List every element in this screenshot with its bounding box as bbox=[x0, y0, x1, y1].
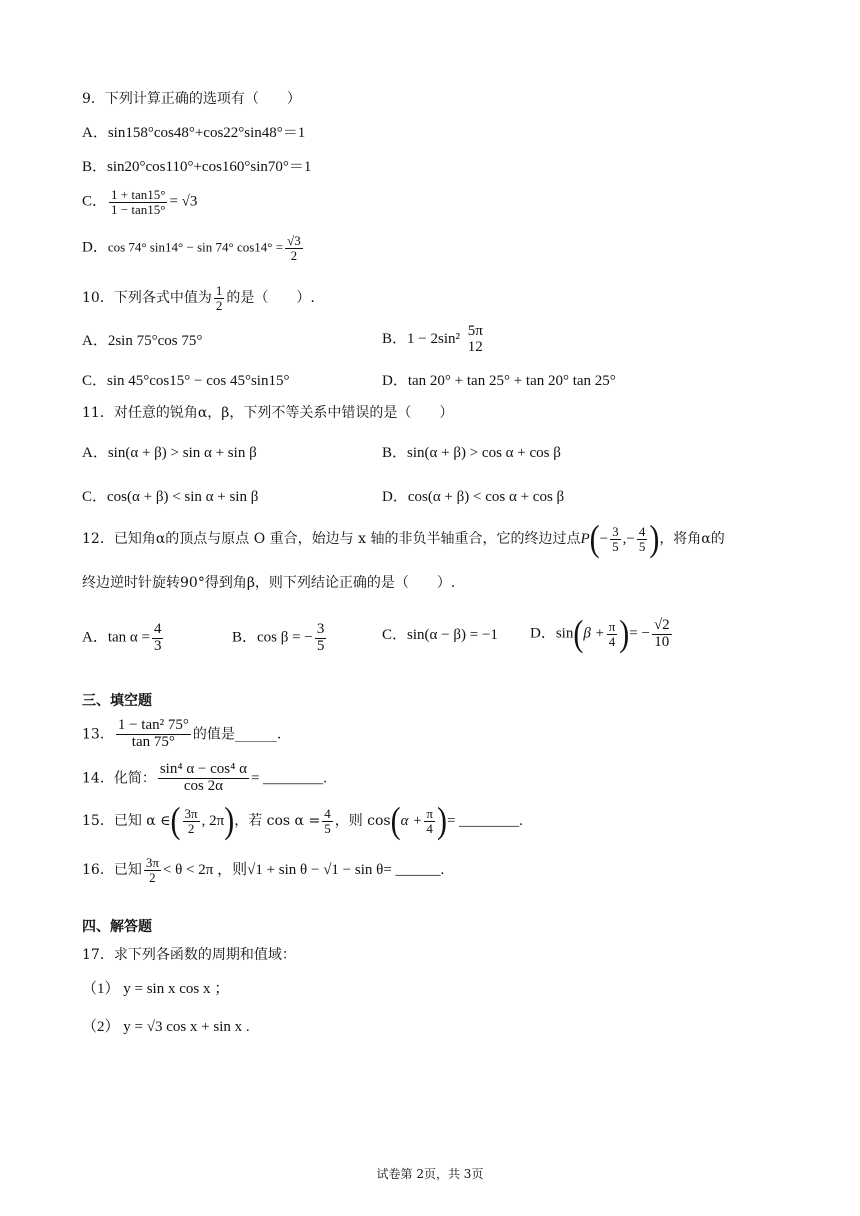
q12-d-inner: β + bbox=[583, 625, 605, 642]
q15-cos-fraction bbox=[322, 807, 333, 835]
q12-option-c: C．sin(α − β) = −1 bbox=[382, 627, 498, 643]
q15-cos-numerator: 4 bbox=[324, 805, 331, 821]
q12-d-numerator: √2 bbox=[653, 617, 670, 633]
q10-stem bbox=[82, 284, 315, 312]
q9-d-fraction bbox=[285, 234, 303, 262]
q12-b-label: B．cos β = − bbox=[232, 629, 313, 646]
q12-b-denominator: 5 bbox=[316, 637, 325, 654]
q12-d-fraction bbox=[652, 618, 672, 651]
q12-stem-line2: 终边逆时针旋转90°得到角β，则下列结论正确的是（ ）. bbox=[82, 575, 456, 591]
q10-b-expr: 1 − 2sin² bbox=[407, 331, 464, 348]
q12-a-label: A．tan α = bbox=[82, 629, 150, 646]
q16-mid: < θ < 2π ，则 bbox=[162, 862, 248, 879]
q16-minus: − bbox=[307, 862, 324, 879]
q12-a-denominator: 3 bbox=[153, 637, 162, 654]
q12-option-b bbox=[232, 622, 328, 655]
q10-stem-a: 10．下列各式中值为 bbox=[82, 290, 212, 307]
q15-then: ，则 cos bbox=[334, 813, 391, 829]
q16-tail: = ______. bbox=[383, 862, 445, 879]
q13-fraction bbox=[116, 718, 191, 751]
q12-option-d: D．sin(β + $\frac{\pi}{4}$ )= − $\frac{√2}{10}$ bbox=[530, 613, 670, 655]
q17-part2: （2） y = √3 cos x + sin x . bbox=[82, 1019, 250, 1035]
q12-p1-denominator: 5 bbox=[612, 538, 619, 554]
q11-option-c: C．cos(α + β) < sin α + sin β bbox=[82, 489, 259, 505]
q9-stem: 9．下列计算正确的选项有（ ） bbox=[82, 91, 301, 107]
q14-tail: = ________. bbox=[250, 770, 327, 787]
q16-numerator: 3π bbox=[145, 855, 159, 870]
q16-label: 16．已知 bbox=[82, 862, 142, 879]
q14 bbox=[82, 762, 327, 795]
q13-numerator: 1 − tan² 75° bbox=[117, 717, 189, 733]
q9-option-d bbox=[82, 234, 305, 262]
q14-denominator: cos 2α bbox=[183, 777, 223, 794]
q14-numerator: sin⁴ α − cos⁴ α bbox=[159, 761, 247, 777]
q12-point-p: P bbox=[580, 531, 590, 547]
q10-stem-b: 的是（ ）. bbox=[226, 290, 315, 307]
q12-stem-b: ，将角α的 bbox=[659, 531, 725, 547]
q12-d-inner-fraction bbox=[607, 620, 618, 648]
q9-c-fraction bbox=[109, 188, 167, 216]
q13 bbox=[82, 718, 281, 751]
q10-option-c: C．sin 45°cos15° − cos 45°sin15° bbox=[82, 373, 290, 389]
q10-b-denominator: 12 bbox=[467, 338, 483, 355]
q12-option-a bbox=[82, 622, 165, 655]
q16 bbox=[82, 856, 444, 884]
q12-a-numerator: 4 bbox=[153, 621, 162, 637]
q12-stem-a: 12．已知角α的顶点与原点 O 重合，始边与 x 轴的非负半轴重合，它的终边过点 bbox=[82, 531, 581, 547]
q10-b-numerator: 5π bbox=[467, 323, 483, 339]
q10-option-a: A．2sin 75°cos 75° bbox=[82, 333, 203, 349]
q12-d-label: D．sin bbox=[530, 625, 574, 642]
q12-p1-numerator: 3 bbox=[612, 523, 619, 539]
q12-p1-fraction bbox=[610, 525, 621, 553]
q15-tail: = ________. bbox=[446, 813, 523, 829]
q15-inner: α + bbox=[400, 813, 423, 829]
q13-denominator: tan 75° bbox=[131, 733, 175, 750]
q15-cos-denominator: 5 bbox=[324, 820, 331, 836]
q9-c-denominator: 1 − tan15° bbox=[111, 201, 166, 217]
q11-option-b: B．sin(α + β) > cos α + cos β bbox=[382, 445, 561, 461]
q15-inner-numerator: π bbox=[426, 805, 433, 821]
q9-c-label: C． bbox=[82, 193, 108, 210]
q14-label: 14．化简： bbox=[82, 770, 156, 787]
q9-c-rhs: = √3 bbox=[169, 193, 198, 210]
q9-c-numerator: 1 + tan15° bbox=[111, 187, 166, 202]
q11-option-d: D．cos(α + β) < cos α + cos β bbox=[382, 489, 565, 505]
q12-p2-numerator: 4 bbox=[638, 523, 646, 539]
q9-option-b: B．sin20°cos110°+cos160°sin70°＝1 bbox=[82, 159, 312, 175]
q15: 15．已知 α ∈( $\frac{3\pi}{2}$ , 2π)，若 cos α = $\frac{4}{5}$ ，则 cos(α + $\frac{\pi}{4}$ )= ________. bbox=[82, 799, 523, 841]
q12-b-numerator: 3 bbox=[316, 621, 325, 637]
q10-half-fraction bbox=[214, 284, 225, 312]
section-fill-in-heading: 三、填空题 bbox=[82, 693, 152, 709]
q17-part1: （1） y = sin x cos x ； bbox=[82, 981, 230, 997]
q15-mid: ，若 cos α = bbox=[234, 813, 321, 829]
page-footer: 试卷第 2页，共 3页 bbox=[376, 1167, 484, 1181]
q10-half-denominator: 2 bbox=[215, 297, 223, 313]
q12-p2-denominator: 5 bbox=[638, 538, 646, 554]
q15-interval-tail: , 2π bbox=[201, 813, 225, 829]
q9-d-numerator: √3 bbox=[287, 233, 301, 248]
q15-interval-fraction bbox=[183, 807, 200, 835]
q12-p2-fraction bbox=[637, 525, 648, 553]
q10-b-label: B． bbox=[382, 331, 408, 348]
q16-fraction bbox=[144, 856, 161, 884]
q13-tail: 的值是______. bbox=[192, 726, 282, 743]
q11-option-a: A．sin(α + β) > sin α + sin β bbox=[82, 445, 257, 461]
q15-interval-denominator: 2 bbox=[187, 820, 195, 836]
q12-stem-line1: 12．已知角α的顶点与原点 O 重合，始边与 x 轴的非负半轴重合，它的终边过点P(− $\frac{3}{5}$ ,− $\frac{4}{5}$ )，将角α的 bbox=[82, 517, 725, 559]
q12-d-inner-denominator: 4 bbox=[608, 633, 616, 649]
q10-option-b bbox=[382, 324, 487, 356]
q10-half-numerator: 1 bbox=[215, 283, 223, 298]
q12-b-fraction bbox=[315, 622, 327, 655]
q9-d-expr: cos 74° sin14° − sin 74° cos14° = bbox=[107, 239, 284, 255]
q10-b-fraction bbox=[466, 324, 485, 356]
q15-inner-denominator: 4 bbox=[426, 820, 433, 836]
q11-stem: 11．对任意的锐角α，β，下列不等关系中错误的是（ ） bbox=[82, 405, 454, 421]
q17-stem: 17．求下列各函数的周期和值域： bbox=[82, 947, 296, 963]
q16-expr-b: √1 − sin θ bbox=[323, 862, 384, 879]
q9-option-a: A．sin158°cos48°+cos22°sin48°＝1 bbox=[82, 125, 306, 141]
q14-fraction bbox=[158, 762, 249, 795]
q12-a-fraction bbox=[152, 622, 164, 655]
q12-d-eq: = − bbox=[629, 625, 650, 642]
q16-denominator: 2 bbox=[149, 869, 156, 885]
q15-label: 15．已知 α ∈ bbox=[82, 813, 171, 829]
q9-d-label: D． bbox=[82, 239, 108, 256]
q16-expr-a: √1 + sin θ bbox=[247, 862, 308, 879]
q13-label: 13． bbox=[82, 726, 114, 743]
q15-inner-fraction bbox=[424, 807, 435, 835]
q9-d-denominator: 2 bbox=[290, 247, 298, 263]
q9-option-c bbox=[82, 188, 197, 216]
q15-interval-numerator: 3π bbox=[184, 805, 198, 821]
section-answer-heading: 四、解答题 bbox=[82, 919, 152, 935]
q12-d-denominator: 10 bbox=[654, 633, 670, 650]
q12-d-inner-numerator: π bbox=[608, 619, 616, 635]
q10-option-d: D．tan 20° + tan 25° + tan 20° tan 25° bbox=[382, 373, 616, 389]
